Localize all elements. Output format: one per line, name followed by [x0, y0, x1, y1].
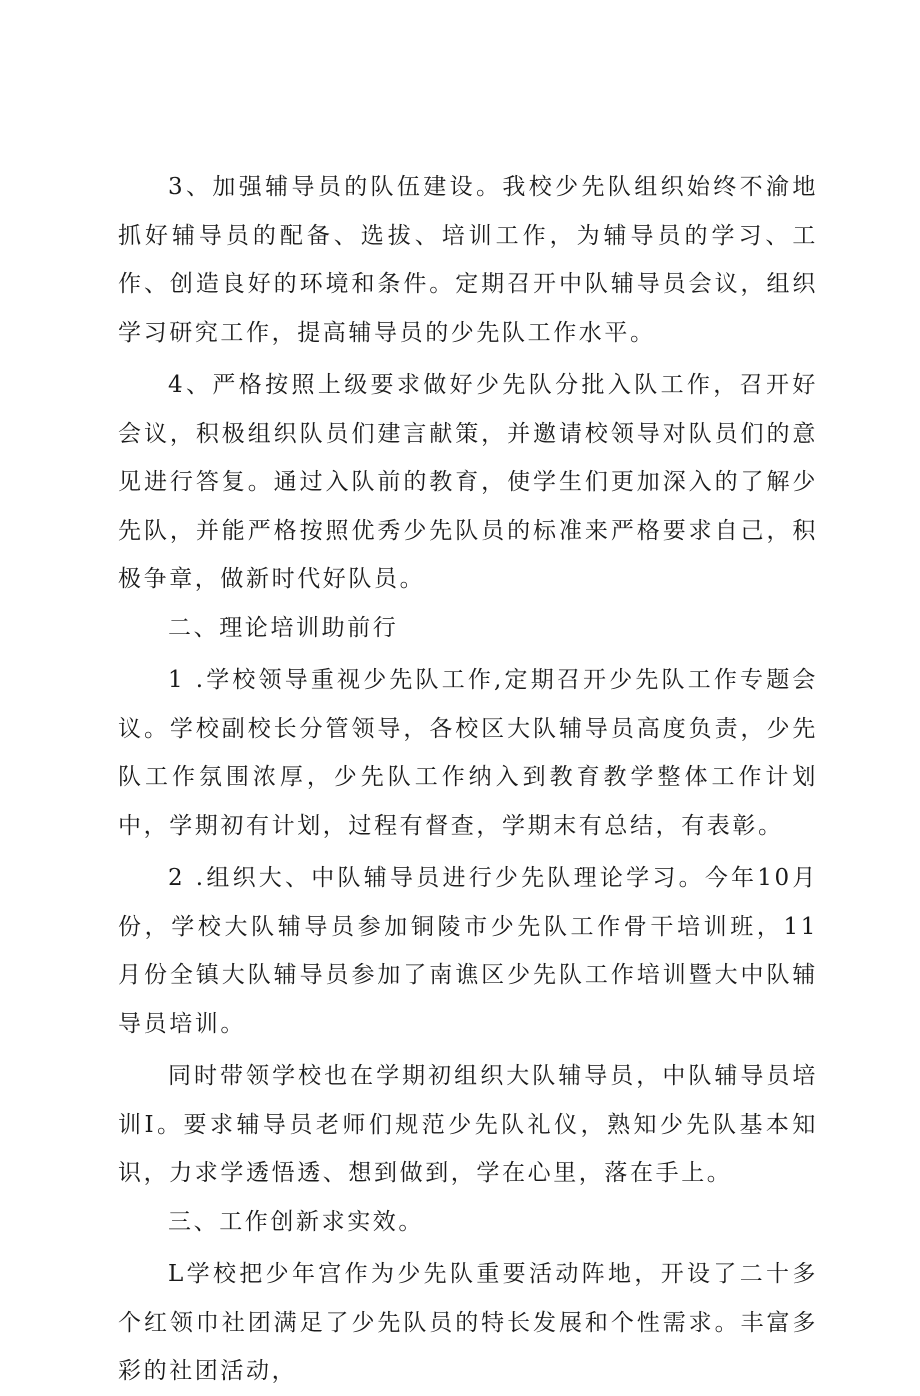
- paragraph-item-3: 3、加强辅导员的队伍建设。我校少先队组织始终不渝地抓好辅导员的配备、选拔、培训工作，为辅导员的学习、工作、创造良好的环境和条件。定期召开中队辅导员会议，组织学习研究工作，提高辅导员的少先队工作水平。: [118, 174, 818, 346]
- document-body: [118, 163, 818, 1396]
- section-heading-2: 二、理论培训助前行: [168, 614, 399, 641]
- paragraph-item-4: 4、严格按照上级要求做好少先队分批入队工作，召开好会议，积极组织队员们建言献策，并邀请校领导对队员们的意见进行答复。通过入队前的教育，使学生们更加深入的了解少先队，并能严格按照优秀少先队员的标准来严格要求自己，积极争章，做新时代好队员。: [118, 372, 818, 592]
- paragraph-section2-item-1: 1 .学校领导重视少先队工作,定期召开少先队工作专题会议。学校副校长分管领导，各校区大队辅导员高度负责，少先队工作氛围浓厚，少先队工作纳入到教育教学整体工作计划中，学期初有计划，过程有督查，学期末有总结，有表彰。: [118, 667, 818, 839]
- paragraph-section3-item-1: L学校把少年宫作为少先队重要活动阵地，开设了二十多个红领巾社团满足了少先队员的特长发展和个性需求。丰富多彩的社团活动，: [118, 1261, 818, 1384]
- paragraph-section2-item-2: 2 .组织大、中队辅导员进行少先队理论学习。今年10月份，学校大队辅导员参加铜陵市少先队工作骨干培训班，11月份全镇大队辅导员参加了南谯区少先队工作培训暨大中队辅导员培训。: [118, 865, 818, 1037]
- paragraph-section2-continuation: 同时带领学校也在学期初组织大队辅导员，中队辅导员培训I。要求辅导员老师们规范少先队礼仪，熟知少先队基本知识，力求学透悟透、想到做到，学在心里，落在手上。: [118, 1063, 818, 1186]
- section-heading-3: 三、工作创新求实效。: [168, 1208, 424, 1235]
